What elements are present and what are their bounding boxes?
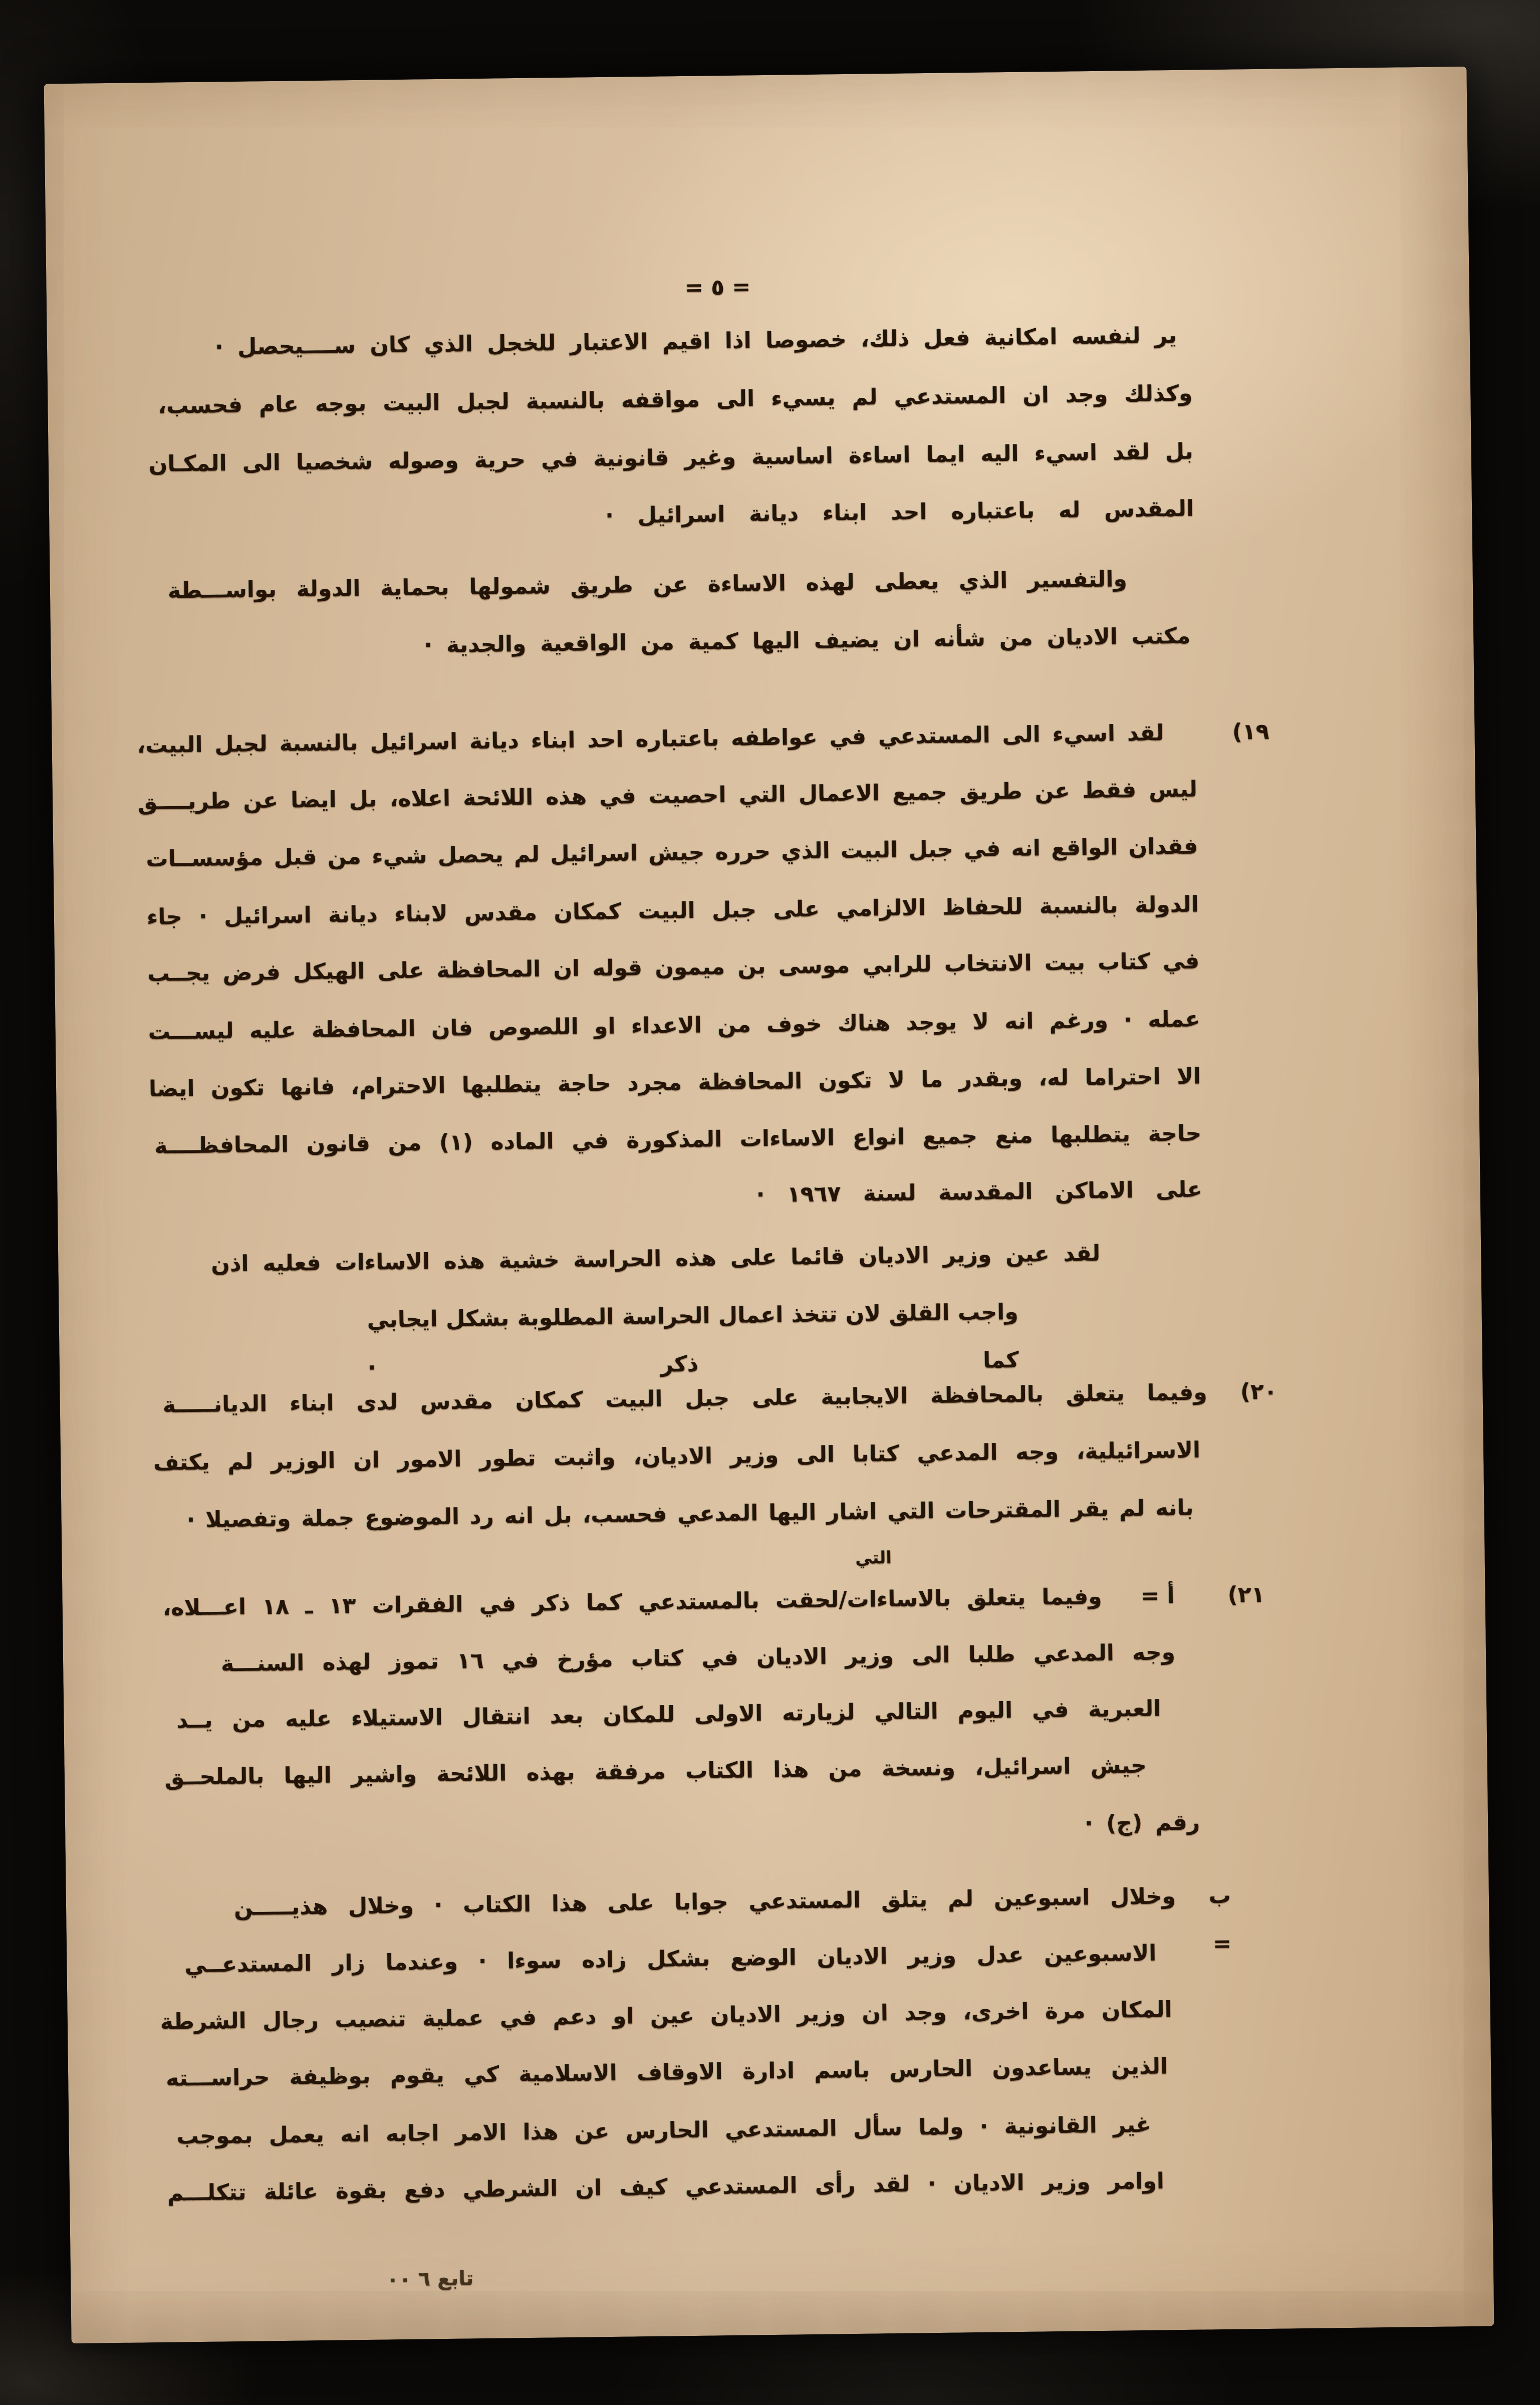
item-b-marker: ب = bbox=[1208, 1882, 1232, 1957]
item-b-line-4: الذين يساعدون الحارس باسم ادارة الاوقاف الاسلامية كي يقوم بوظيفة حراســـته bbox=[165, 2053, 1168, 2091]
item-19-line-8: حاجة يتطلبها منع جميع انواع الاساءات المذكورة في الماده (١) من قانون المحافظــــة bbox=[154, 1120, 1202, 1159]
item-21a-line-5: رقم (ج) · bbox=[1084, 1809, 1200, 1837]
item-21a-line-4: جيش اسرائيل، ونسخة من هذا الكتاب مرفقة بهذه اللائحة واشير اليها بالملحــق bbox=[164, 1752, 1147, 1790]
item-19-line-7: الا احتراما له، وبقدر ما لا تكون المحافظة مجرد حاجة يتطلبها الاحترام، فانها تكون ايضا bbox=[148, 1063, 1201, 1102]
item-19-line-3: فقدان الواقع انه في جبل البيت الذي حرره جيش اسرائيل لم يحصل شيء من قبل مؤسســات bbox=[146, 833, 1198, 872]
item-21a-line-3: العبرية في اليوم التالي لزيارته الاولى للمكان بعد انتقال الاستيلاء عليه من يــد bbox=[176, 1696, 1161, 1734]
p1-line-4: المقدس له باعتباره احد ابناء ديانة اسرائيل · bbox=[605, 496, 1194, 529]
item-b-line-1: وخلال اسبوعين لم يتلق المستدعي جوابا على هذا الكتاب · وخلال هذيـــــن bbox=[233, 1883, 1176, 1921]
document-page bbox=[44, 67, 1494, 2343]
item-b-line-5: غير القانونية · ولما سأل المستدعي الحارس عن هذا الامر اجابه انه يعمل بموجب bbox=[176, 2111, 1151, 2149]
item-20-line-2: الاسرائيلية، وجه المدعي كتابا الى وزير الاديان، واثبت تطور الامور ان الوزير لم يكتف bbox=[153, 1437, 1201, 1476]
item-19-line-2: ليس فقط عن طريق جميع الاعمال التي احصيت في هذه اللائحة اعلاه، بل ايضا عن طريــــق bbox=[137, 776, 1198, 815]
item-21-marker: ٢١) bbox=[1227, 1581, 1265, 1608]
footer-continuation-note: تابع ٦ ٠٠ bbox=[386, 2267, 474, 2291]
item-21a-line-2: وجه المدعي طلبا الى وزير الاديان في كتاب مؤرخ في ١٦ تموز لهذه السنـــة bbox=[220, 1639, 1176, 1677]
item-19-line-9: على الاماكن المقدسة لسنة ١٩٦٧ · bbox=[756, 1176, 1202, 1208]
item-20-marker: ٢٠) bbox=[1240, 1378, 1277, 1405]
item-19-line-6: عمله · ورغم انه لا يوجد هناك خوف من الاعداء او اللصوص فان المحافظة عليه ليســـت bbox=[148, 1006, 1200, 1045]
inserted-correction-word: التي bbox=[855, 1548, 892, 1568]
p4-line-2: واجب القلق لان تتخذ اعمال الحراسة المطلوبة بشكل ايجابي كما ذكر · bbox=[367, 1299, 1019, 1381]
item-21a-line-1: وفيما يتعلق بالاساءات/لحقت بالمستدعي كما ذكر في الفقرات ١٣ ـ ١٨ اعـــلاه، bbox=[162, 1583, 1102, 1621]
item-20-line-3: بانه لم يقر المقترحات التي اشار اليها المدعي فحسب، بل انه رد الموضوع جملة وتفصيلا · bbox=[186, 1495, 1194, 1533]
p2-line-1: والتفسير الذي يعطى لهذه الاساءة عن طريق شمولها بحماية الدولة بواســـطة bbox=[167, 566, 1128, 604]
p4-line-1: لقد عين وزير الاديان قائما على هذه الحراسة خشية هذه الاساءات فعليه اذن bbox=[211, 1240, 1101, 1277]
item-b-line-2: الاسبوعين عدل وزير الاديان الوضع بشكل زاده سوءا · وعندما زار المستدعــي bbox=[184, 1940, 1157, 1978]
item-19-line-4: الدولة بالنسبة للحفاظ الالزامي على جبل البيت كمكان مقدس لابناء ديانة اسرائيل · جاء bbox=[146, 891, 1199, 930]
item-21-submarker-a: أ = bbox=[1140, 1583, 1175, 1609]
item-19-line-5: في كتاب بيت الانتخاب للرابي موسى بن ميمون قوله ان المحافظة على الهيكل فرض يجــب bbox=[147, 948, 1200, 987]
page-number: = ٥ = bbox=[684, 274, 751, 301]
item-b-line-6: اوامر وزير الاديان · لقد رأى المستدعي كيف ان الشرطي دفع بقوة عائلة تتكلـــم bbox=[167, 2168, 1165, 2206]
p2-line-2: مكتب الاديان من شأنه ان يضيف اليها كمية من الواقعية والجدية · bbox=[423, 623, 1191, 658]
item-19-line-1: لقد اسيء الى المستدعي في عواطفه باعتباره احد ابناء ديانة اسرائيل بالنسبة لجبل البيت، bbox=[137, 720, 1164, 759]
p1-line-2: وكذلك وجد ان المستدعي لم يسيء الى مواقفه بالنسبة لجبل البيت بوجه عام فحسب، bbox=[158, 380, 1193, 419]
item-b-line-3: المكان مرة اخرى، وجد ان وزير الاديان عين او دعم في عملية تنصيب رجال الشرطة bbox=[160, 1997, 1172, 2035]
item-20-line-1: وفيما يتعلق بالمحافظة الايجابية على جبل البيت كمكان مقدس لدى ابناء الديانـــــة bbox=[162, 1379, 1207, 1418]
p1-line-1: ير لنفسه امكانية فعل ذلك، خصوصا اذا اقيم الاعتبار للخجل الذي كان ســــيحصل · bbox=[214, 322, 1177, 360]
p1-line-3: بل لقد اسيء اليه ايما اساءة اساسية وغير قانونية في حرية وصوله شخصيا الى المكـان bbox=[148, 438, 1194, 477]
item-19-marker: ١٩) bbox=[1232, 718, 1269, 745]
